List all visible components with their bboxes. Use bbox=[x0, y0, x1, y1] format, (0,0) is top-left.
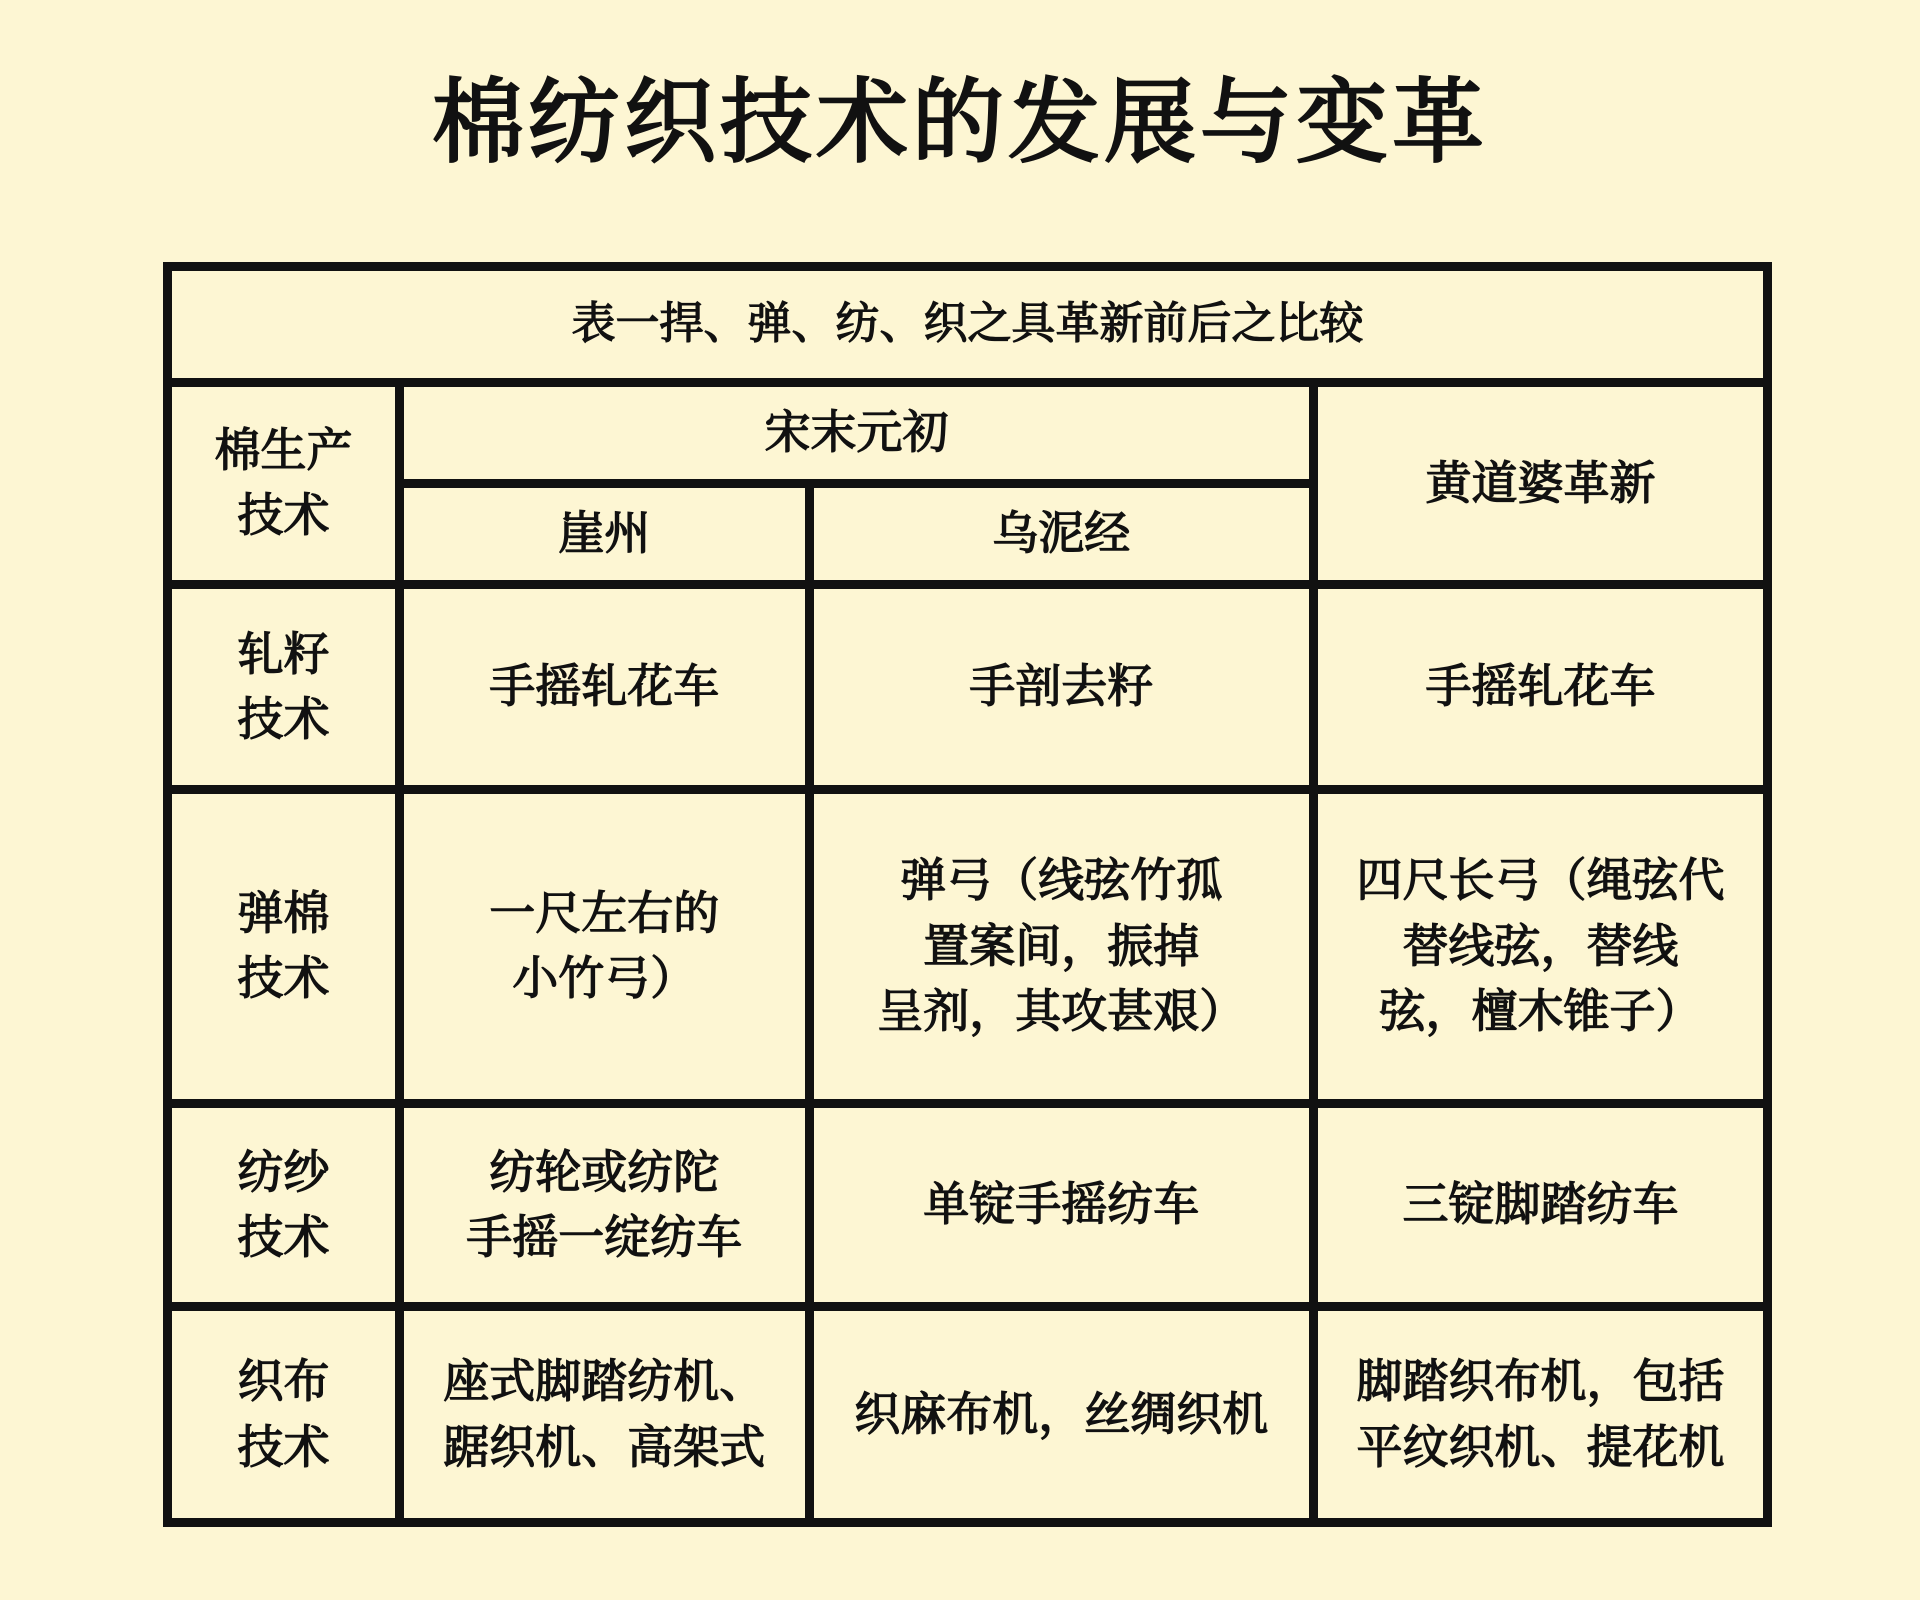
table-cell: 脚踏织布机，包括 平纹织机、提花机 bbox=[1314, 1307, 1768, 1523]
table-cell: 纺轮或纺陀 手摇一绽纺车 bbox=[400, 1103, 810, 1307]
row-label: 弹棉 技术 bbox=[168, 790, 400, 1103]
table-row bbox=[168, 1307, 1768, 1523]
table-header-row bbox=[168, 383, 1768, 484]
table-row bbox=[168, 1103, 1768, 1307]
comparison-table bbox=[163, 262, 1772, 1527]
table-cell: 手摇轧花车 bbox=[1314, 584, 1768, 790]
table-cell: 单锭手摇纺车 bbox=[809, 1103, 1313, 1307]
table-cell: 三锭脚踏纺车 bbox=[1314, 1103, 1768, 1307]
table-cell: 四尺长弓（绳弦代 替线弦，替线 弦，檀木锥子） bbox=[1314, 790, 1768, 1103]
header-era: 宋末元初 bbox=[400, 383, 1314, 484]
header-wunijing: 乌泥经 bbox=[809, 483, 1313, 584]
row-label: 轧籽 技术 bbox=[168, 584, 400, 790]
table-cell: 手剖去籽 bbox=[809, 584, 1313, 790]
table-cell: 弹弓（线弦竹孤 置案间，振掉 呈剂，其攻甚艰） bbox=[809, 790, 1313, 1103]
header-yazhou: 崖州 bbox=[400, 483, 810, 584]
table-row bbox=[168, 790, 1768, 1103]
header-huang-innovation: 黄道婆革新 bbox=[1314, 383, 1768, 584]
row-label: 纺纱 技术 bbox=[168, 1103, 400, 1307]
comparison-table-container bbox=[163, 262, 1772, 1527]
table-cell: 织麻布机，丝绸织机 bbox=[809, 1307, 1313, 1523]
table-caption-row bbox=[168, 267, 1768, 383]
header-technique: 棉生产 技术 bbox=[168, 383, 400, 584]
table-cell: 一尺左右的 小竹弓） bbox=[400, 790, 810, 1103]
table-caption: 表一捍、弹、纺、织之具革新前后之比较 bbox=[168, 267, 1768, 383]
page-title: 棉纺织技术的发展与变革 bbox=[431, 69, 1488, 176]
table-row bbox=[168, 584, 1768, 790]
table-cell: 座式脚踏纺机、 踞织机、高架式 bbox=[400, 1307, 810, 1523]
row-label: 织布 技术 bbox=[168, 1307, 400, 1523]
table-cell: 手摇轧花车 bbox=[400, 584, 810, 790]
